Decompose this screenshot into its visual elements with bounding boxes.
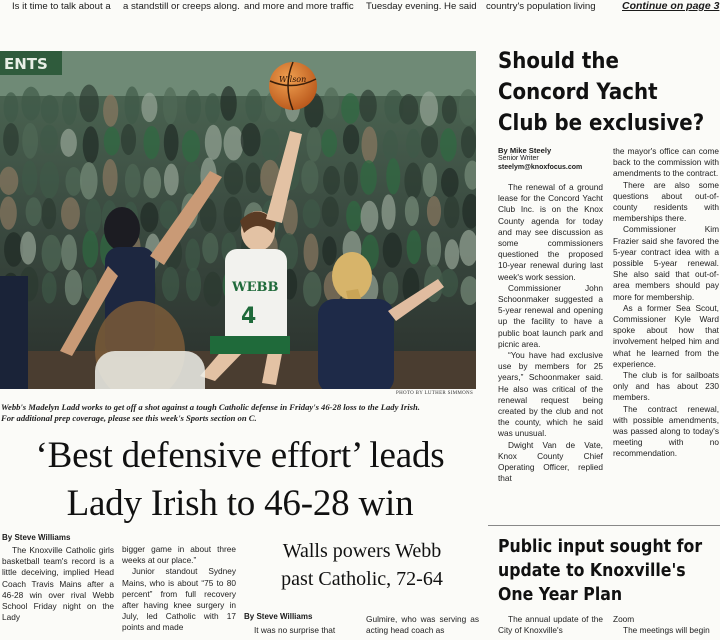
jersey-text: WEBB [232, 280, 279, 295]
yacht-author-email[interactable]: steelym@knoxfocus.com [498, 164, 583, 171]
crowd-figure [344, 162, 358, 196]
crowd-figure [186, 268, 201, 301]
section-divider [488, 525, 720, 526]
yacht-paragraph: The club is for sailboats only and has about 230 members. [613, 370, 719, 403]
crowd-figure [41, 95, 59, 124]
crowd-figure [141, 93, 157, 123]
plan-headline-line: One Year Plan [498, 585, 623, 605]
plan-headline-line: Public input sought for [498, 537, 703, 557]
crowd-figure [80, 162, 98, 200]
yacht-column-2 [613, 146, 719, 460]
yacht-paragraph: The contract renewal, with possible amendments, was passed along to today's meeting with no recommendation. [613, 403, 719, 459]
crowd-figure [383, 272, 399, 304]
ball-brand-text: Wilson [279, 75, 307, 84]
crowd-figure [322, 197, 339, 227]
second-story-paragraph: It was no surprise that [254, 625, 336, 635]
second-headline-line-2: past Catholic, 72-64 [281, 567, 443, 590]
plan-paragraph: The meetings will begin [623, 625, 710, 636]
crowd-figure [383, 130, 398, 161]
crowd-figure [406, 129, 421, 159]
photo-caption [1, 402, 477, 424]
crowd-figure [20, 232, 36, 265]
yacht-paragraph: “You have had exclusive use by members for 25 years,” Schoonmaker said. He also was critical of the renewal request being created by the club and not the county, which he said was unusual. [498, 350, 603, 439]
crowd-figure [0, 196, 17, 229]
crowd-figure [382, 194, 396, 229]
main-story-byline: By Steve Williams [2, 533, 71, 542]
crowd-figure [164, 164, 179, 196]
plan-headline-line: update to Knoxville's [498, 561, 686, 581]
crowd-figure [224, 162, 243, 194]
crowd-figure [21, 87, 40, 121]
crowd-figure [22, 160, 37, 195]
yacht-paragraph: The renewal of a ground lease for the Concord Yacht Club Inc. is on the Knox County agenda for today and may see discussion as some commissioners questioned the proposed 10-year renewal during last week's work session. [498, 182, 603, 282]
crowd-figure [143, 167, 161, 198]
crowd-figure [306, 127, 321, 162]
crowd-figure [359, 90, 377, 122]
crowd-figure [182, 130, 200, 163]
crowd-figure [341, 93, 359, 124]
caption-line-2: For additional prep coverage, please see this week's Sports section on C. [1, 413, 257, 423]
crowd-figure [440, 128, 457, 162]
crowd-figure [40, 161, 59, 198]
top-snippet: and more and more traffic [244, 1, 354, 12]
crowd-figure [304, 234, 319, 271]
crowd-figure [301, 160, 318, 194]
crowd-figure [407, 230, 422, 264]
yacht-paragraph: As a former Sea Scout, Commissioner Kyle Ward spoke about how that involvement helped him and what he learned from the experience. [613, 302, 719, 369]
crowd-figure [26, 197, 42, 226]
crowd-figure [202, 233, 218, 264]
main-headline-line-2: Lady Irish to 46-28 win [66, 483, 414, 524]
crowd-figure [104, 127, 120, 156]
banner-text: ENTS [4, 55, 48, 73]
crowd-figure [346, 201, 361, 231]
crowd-figure [445, 239, 460, 269]
crowd-figure [322, 236, 336, 265]
crowd-figure [42, 198, 57, 229]
crowd-figure [121, 124, 136, 155]
crowd-figure [420, 91, 438, 126]
crowd-figure [421, 127, 438, 158]
crowd-figure [245, 89, 262, 122]
plan-paragraph: The annual update of the City of Knoxville's [498, 614, 603, 636]
main-headline[interactable] [0, 432, 480, 528]
crowd-figure [246, 163, 261, 193]
crowd-figure [143, 126, 159, 159]
crowd-figure [4, 92, 19, 122]
crowd-figure [60, 129, 76, 157]
crowd-figure [61, 234, 77, 270]
crowd-figure [164, 124, 179, 161]
top-continuation-strip [0, 0, 720, 14]
crowd-figure [361, 126, 377, 163]
main-story-paragraph: bigger game in about three weeks at our place.” [122, 544, 236, 566]
crowd-figure [65, 270, 82, 306]
crowd-figure [40, 125, 58, 154]
crowd-figure [65, 167, 81, 196]
crowd-figure [427, 196, 441, 226]
crowd-figure [186, 90, 201, 124]
yacht-headline-line: Should the [498, 49, 619, 74]
crowd-figure [125, 86, 140, 124]
plan-column-1 [498, 614, 603, 636]
crowd-figure [42, 272, 57, 303]
top-snippet: Tuesday evening. He said [366, 1, 477, 12]
crowd-figure [224, 126, 244, 160]
crowd-figure [205, 93, 220, 123]
basketball-photo [0, 51, 476, 389]
caption-line-1: Webb's Madelyn Ladd works to get off a shot against a tough Catholic defense in Friday's 46-28 loss to the Lady Irish. [1, 402, 420, 412]
crowd-figure [224, 197, 242, 233]
photo-credit: PHOTO BY LUTHER SIMMONS [396, 391, 474, 396]
crowd-figure [103, 95, 118, 127]
crowd-figure [405, 196, 419, 226]
main-story-paragraph: Junior standout Sydney Mains, who is about “75 to 80 percent” from full recovery after having knee surgery in July, led Catholic with 17 points and made [122, 566, 236, 633]
crowd-figure [0, 167, 18, 195]
crowd-figure [423, 163, 437, 197]
yacht-headline-line: Concord Yacht [498, 80, 658, 105]
second-headline[interactable] [244, 538, 480, 593]
crowd-figure [360, 160, 377, 195]
second-story-paragraph: Gulmire, who was serving as acting head coach as [366, 614, 479, 636]
crowd-figure [42, 235, 62, 272]
yacht-paragraph: Dwight Van de Vate, Knox County Chief Operating Officer, replied that [498, 439, 603, 484]
crowd-figure [79, 85, 99, 123]
main-story-column-1 [2, 545, 114, 623]
second-headline-line-1: Walls powers Webb [282, 540, 442, 562]
crowd-figure [399, 94, 418, 125]
crowd-figure [103, 159, 118, 196]
plan-column-2 [613, 614, 719, 636]
crowd-figure [442, 95, 457, 123]
crowd-figure [125, 164, 141, 198]
crowd-figure [441, 168, 459, 197]
crowd-figure [321, 129, 337, 157]
crowd-figure [404, 162, 421, 199]
crowd-figure [205, 125, 222, 160]
crowd-figure [61, 197, 80, 230]
top-snippet: country's population living [486, 1, 596, 12]
second-story-byline: By Steve Williams [244, 612, 313, 621]
crowd-figure [140, 202, 158, 232]
top-snippet: a standstill or creeps along. [123, 1, 240, 12]
second-story-column-2 [366, 614, 479, 636]
yacht-paragraph: Commissioner Kim Frazier said she favored the 5-year contract idea with a possible 5-year renewal. She also said that out-of-area members should pay more for membership. [613, 224, 719, 302]
crowd-figure [439, 269, 458, 297]
crowd-figure [303, 199, 321, 228]
crowd-figure [82, 230, 98, 267]
jersey-number: 4 [241, 304, 257, 329]
crowd-figure [383, 233, 402, 268]
crowd-figure [62, 92, 77, 126]
crowd-figure [261, 128, 280, 161]
continue-link[interactable]: Continue on page 3 [622, 0, 720, 12]
crowd-figure [323, 166, 340, 195]
crowd-figure [241, 123, 261, 157]
second-story-column-1 [244, 625, 358, 636]
top-snippet: Is it time to talk about a [12, 1, 111, 12]
yacht-headline-line: Club be exclusive? [498, 111, 705, 136]
crowd-figure [386, 158, 400, 194]
crowd-figure [427, 231, 441, 267]
yacht-byline: By Mike Steely [498, 146, 552, 155]
main-story-paragraph: The Knoxville Catholic girls basketball team's record is a little deceiving, implied Head Coach Travis Mains after a 46-28 win over rival Webb School Friday night on the Lady [2, 545, 114, 623]
crowd-figure [361, 201, 379, 233]
crowd-figure [343, 124, 359, 154]
plan-paragraph: Zoom [613, 614, 635, 624]
main-story-column-2 [122, 544, 236, 634]
crowd-figure [323, 87, 339, 119]
yacht-paragraph: the mayor's office can come back to the commission with amendments to the contract. [613, 146, 719, 179]
plan-headline[interactable] [498, 535, 703, 607]
yacht-paragraph: There are also some questions about out-of-county residents with memberships there. [613, 179, 719, 224]
crowd-figure [185, 239, 200, 272]
main-headline-line-1: ‘Best defensive effort’ leads [35, 435, 445, 476]
crowd-figure [220, 86, 236, 121]
crowd-figure [3, 123, 19, 156]
yacht-headline[interactable] [498, 46, 705, 139]
yacht-column-1 [498, 182, 603, 484]
crowd-figure [163, 87, 177, 124]
crowd-figure [85, 199, 101, 234]
yacht-paragraph: Commissioner John Schoonmaker suggested a 5-year renewal and opening up the facility to have a public boat launch park and picnic area. [498, 282, 603, 349]
crowd-figure [83, 126, 99, 163]
crowd-figure [444, 196, 460, 229]
crowd-figure [203, 272, 222, 307]
yacht-author-role: Senior Writer [498, 155, 539, 162]
crowd-figure [162, 267, 179, 301]
crowd-figure [461, 126, 476, 158]
crowd-figure [22, 123, 38, 159]
crowd-figure [303, 272, 321, 307]
